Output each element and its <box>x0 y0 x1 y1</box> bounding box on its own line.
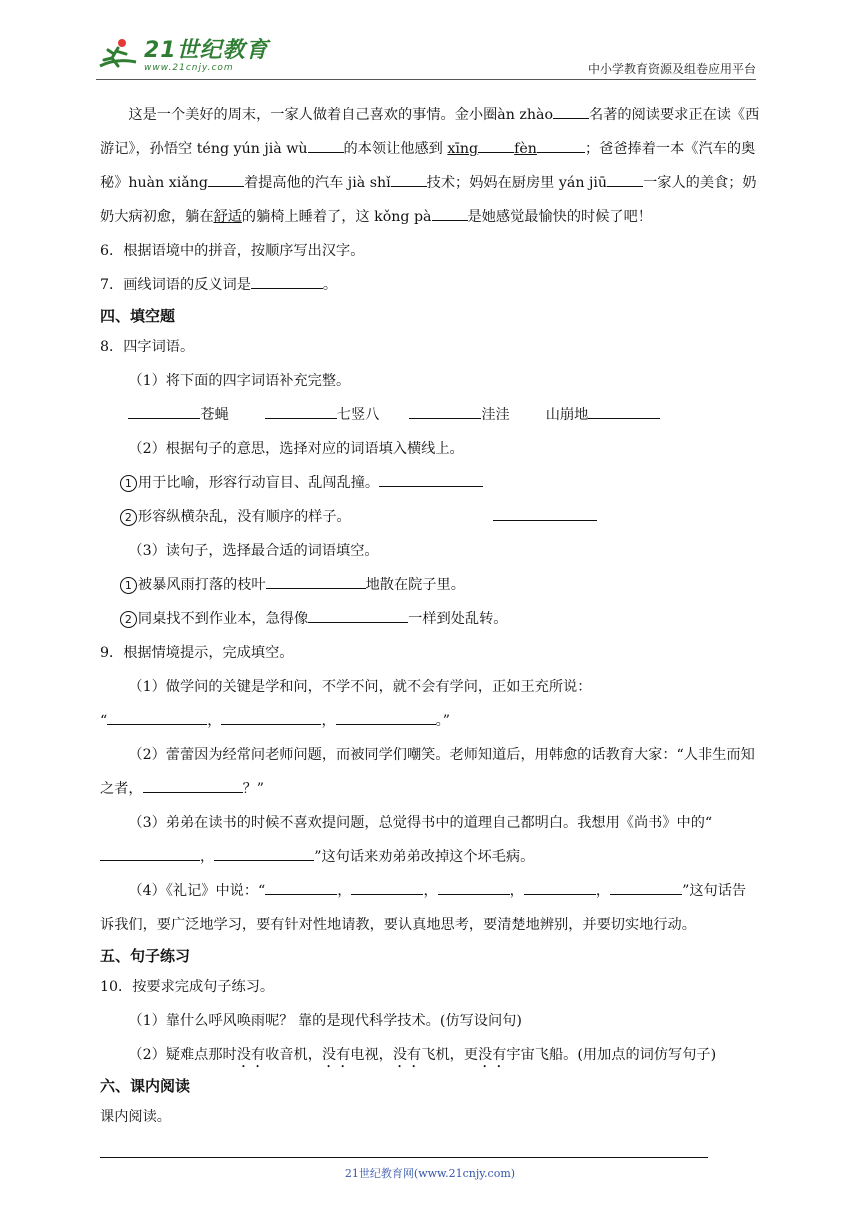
answer-blank[interactable] <box>107 710 207 725</box>
pinyin-underlined: fèn <box>514 141 537 157</box>
punct: ， <box>207 713 222 729</box>
passage-text: 是她感觉最愉快的时候了吧！ <box>467 209 652 225</box>
item-text: 地散在院子里。 <box>365 577 465 593</box>
question-9: 9．根据情境提示，完成填空。 <box>100 645 294 661</box>
answer-blank[interactable] <box>208 172 244 187</box>
pinyin-underlined: xīng <box>447 141 479 157</box>
passage-text: 着提高他的汽车 jià shǐ <box>243 175 391 191</box>
passage-text: 的躺椅上睡着了，这 kǒng pà <box>241 209 432 225</box>
question-8: 8．四字词语。 <box>100 339 195 355</box>
question-text: 诉我们，要广泛地学习，要有针对性地请教，要认真地思考，要清楚地辨别，并要切实地行动。 <box>100 917 696 933</box>
question-8-part1: （1）将下面的四字词语补充完整。 <box>128 373 351 389</box>
passage-text: 一家人的 <box>643 175 700 191</box>
answer-blank[interactable] <box>214 846 314 861</box>
punct: ， <box>423 883 438 899</box>
question-text: （2）蕾蕾因为经常问老师问题，而被同学们嘲笑。老师知道后，用韩愈的话教育大家：“人 <box>128 747 698 763</box>
item-text: 用于比喻，形容行动盲目、乱闯乱撞。 <box>137 475 380 491</box>
question-text: 子) <box>696 1047 717 1063</box>
dotted-word: 没有 <box>478 1047 507 1063</box>
quote-mark: “ <box>100 713 108 729</box>
question-text: 7．画线词语的反义词是 <box>100 277 251 293</box>
document-body <box>100 98 760 1134</box>
question-text: 飞机，更 <box>421 1047 479 1063</box>
answer-blank[interactable] <box>537 138 585 153</box>
section-heading-reading: 六、课内阅读 <box>100 1077 191 1095</box>
item-1 <box>100 466 760 500</box>
question-text: 电视， <box>350 1047 393 1063</box>
question-10-part2 <box>100 1038 760 1072</box>
answer-blank[interactable] <box>409 404 481 419</box>
reading-intro: 课内阅读。 <box>100 1109 171 1125</box>
circled-number: 2 <box>120 611 137 628</box>
answer-blank[interactable] <box>588 404 660 419</box>
punct: ， <box>321 713 336 729</box>
section-heading-fill: 四、填空题 <box>100 307 176 325</box>
answer-blank[interactable] <box>379 472 483 487</box>
item-text: 同桌找不到作业本，急得像 <box>137 611 309 627</box>
circled-number: 2 <box>120 509 137 526</box>
dotted-word: 没有 <box>392 1047 422 1063</box>
dotted-word: 没有 <box>236 1047 266 1063</box>
passage-text: 车的奥秘》huàn xiǎng <box>100 141 756 191</box>
logo-name: 21世纪教育 <box>144 38 269 63</box>
answer-blank[interactable] <box>351 880 423 895</box>
item-text: 被暴风雨打落的枝叶 <box>137 577 266 593</box>
answer-blank[interactable] <box>607 172 643 187</box>
question-9-part4 <box>100 874 760 942</box>
question-text: ？” <box>242 781 265 797</box>
answer-blank[interactable] <box>251 274 323 289</box>
circled-number: 1 <box>120 577 137 594</box>
punct: ， <box>337 883 352 899</box>
answer-blank[interactable] <box>493 506 597 521</box>
question-6: 6．根据语境中的拼音，按顺序写出汉字。 <box>100 243 365 259</box>
idiom-text: 七竖八 <box>336 407 380 423</box>
answer-blank[interactable] <box>265 404 337 419</box>
quote-mark: “ <box>704 815 713 831</box>
question-text: 宇宙飞船。(用加点的词仿写句 <box>506 1047 697 1063</box>
idiom-row <box>100 398 760 432</box>
dotted-word: 没有 <box>321 1047 351 1063</box>
item-text: 一样到处乱转。 <box>408 611 508 627</box>
answer-blank[interactable] <box>610 880 682 895</box>
idiom-text: 洼洼 <box>481 407 510 423</box>
answer-blank[interactable] <box>128 404 200 419</box>
passage-text: 这是一个美好的周末，一家人做着自己喜欢的事情。金小圈àn zhào <box>128 107 553 123</box>
question-8-part2: （2）根据句子的意思，选择对应的词语填入横线上。 <box>128 441 464 457</box>
passage-text: 读《西游记》，孙悟空 téng yún jià wù <box>100 107 760 157</box>
passage-text: 名著的阅读要求正在 <box>589 107 717 123</box>
question-9-part3 <box>100 806 760 874</box>
answer-blank[interactable] <box>143 778 243 793</box>
answer-blank[interactable] <box>478 138 514 153</box>
question-10: 10．按要求完成句子练习。 <box>100 979 275 995</box>
answer-blank[interactable] <box>308 608 408 623</box>
logo <box>96 36 269 76</box>
question-7 <box>100 268 760 302</box>
footer-divider <box>100 1157 708 1158</box>
answer-blank[interactable] <box>336 710 436 725</box>
section-heading-sentence: 五、句子练习 <box>100 947 191 965</box>
header-divider <box>96 79 756 80</box>
punct: ， <box>595 883 611 899</box>
question-9-part2 <box>100 738 760 806</box>
question-text: （2）疑难点那时 <box>128 1047 237 1063</box>
page-header <box>96 36 756 80</box>
answer-blank[interactable] <box>524 880 596 895</box>
question-8-part3: （3）读句子，选择最合适的词语填空。 <box>128 543 379 559</box>
answer-blank[interactable] <box>391 172 427 187</box>
answer-blank[interactable] <box>266 574 366 589</box>
quote-mark: 。” <box>435 713 451 729</box>
passage-text: 美食；奶奶大病初愈，躺在 <box>100 175 757 225</box>
question-text: ”这句话来劝弟弟改掉这个坏毛病。 <box>314 849 535 865</box>
question-9-part1: （1）做学问的关键是学和问，不学不问，就不会有学问，正如王充所说： <box>128 679 592 695</box>
question-text: 。 <box>322 277 338 293</box>
runner-logo-icon <box>96 36 140 76</box>
underlined-word: 舒适 <box>213 209 242 225</box>
quote-line <box>100 704 760 738</box>
idiom-text: 苍蝇 <box>200 407 229 423</box>
punct: ， <box>509 883 524 899</box>
item-2 <box>100 500 760 534</box>
answer-blank[interactable] <box>438 880 510 895</box>
punct: ， <box>200 849 215 865</box>
passage <box>100 98 760 234</box>
question-text: （4）《礼记》中说：“ <box>128 883 266 899</box>
answer-blank[interactable] <box>553 104 589 119</box>
question-10-part1: （1）靠什么呼风唤雨呢？ 靠的是现代科学技术。(仿写设问句) <box>128 1013 522 1029</box>
question-text: （3）弟弟在读书的时候不喜欢提问题，总觉得书中的道理自己都明白。我想用《尚书》中的 <box>128 815 705 831</box>
logo-url: www.21cnjy.com <box>144 63 234 73</box>
answer-blank[interactable] <box>308 138 344 153</box>
question-text: 非生而知之者， <box>100 747 755 797</box>
question-text: ”这句话告 <box>682 883 747 899</box>
item-1 <box>100 568 760 602</box>
answer-blank[interactable] <box>265 880 337 895</box>
answer-blank[interactable] <box>432 206 468 221</box>
question-text: 收音机， <box>265 1047 322 1063</box>
passage-text: 的本领让他感到 <box>343 141 448 157</box>
platform-name: 中小学教育资源及组卷应用平台 <box>587 62 756 76</box>
passage-text: 技术；妈妈在厨房里 yán jiū <box>426 175 608 191</box>
item-text: 形容纵横杂乱，没有顺序的样子。 <box>137 509 351 525</box>
answer-blank[interactable] <box>100 846 200 861</box>
answer-blank[interactable] <box>221 710 321 725</box>
idiom-text: 山崩地 <box>545 407 589 423</box>
passage-text: ；爸爸捧着一本《汽 <box>584 141 713 157</box>
page-footer: 21世纪教育网(www.21cnjy.com) <box>344 1167 516 1180</box>
circled-number: 1 <box>120 475 137 492</box>
item-2 <box>100 602 760 636</box>
